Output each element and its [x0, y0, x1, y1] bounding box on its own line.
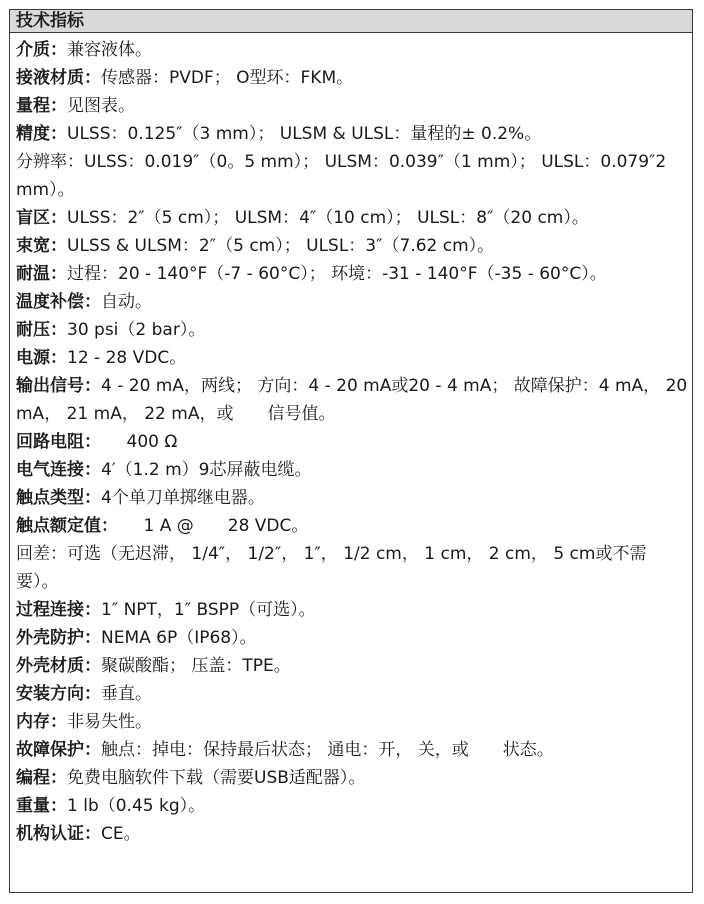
spec-row	[16, 708, 688, 736]
spec-value: 400 Ω	[92, 432, 178, 452]
spec-label: 内存：	[16, 712, 67, 732]
spec-row	[16, 736, 688, 764]
spec-label: 盲区：	[16, 208, 67, 228]
spec-label: 耐压：	[16, 320, 67, 340]
spec-row	[16, 820, 688, 848]
spec-label: 触点额定值：	[16, 516, 110, 536]
spec-value: 聚碳酸酯； 压盖：TPE。	[101, 656, 291, 676]
panel-title: 技术指标	[10, 10, 692, 33]
spec-row	[16, 288, 688, 316]
spec-row	[16, 428, 688, 456]
spec-value: NEMA 6P（IP68）。	[101, 628, 257, 648]
spec-value: ULSS & ULSM：2″（5 cm）； ULSL：3″（7.62 cm）。	[67, 236, 495, 256]
spec-label: 束宽：	[16, 236, 67, 256]
spec-value: 过程：20 - 140°F（-7 - 60°C）； 环境：-31 - 140°F（-35 - 60°C）。	[67, 264, 607, 284]
spec-value: 垂直。	[101, 684, 152, 704]
spec-row	[16, 624, 688, 652]
spec-value: 免费电脑软件下载（需要USB适配器）。	[67, 768, 366, 788]
spec-row	[16, 120, 688, 148]
spec-value: 兼容液体。	[67, 40, 152, 60]
spec-row	[16, 484, 688, 512]
spec-value: 4个单刀单掷继电器。	[101, 488, 265, 508]
spec-label: 温度补偿：	[16, 292, 101, 312]
spec-value: ULSS：2″（5 cm）； ULSM：4″（10 cm）； ULSL：8″（20 cm）。	[67, 208, 589, 228]
spec-row	[16, 148, 688, 204]
spec-panel	[9, 9, 693, 893]
spec-value: 12 - 28 VDC。	[67, 348, 187, 368]
spec-value: 1″ NPT，1″ BSPP（可选）。	[101, 600, 316, 620]
spec-row	[16, 512, 688, 540]
spec-label: 重量：	[16, 796, 67, 816]
spec-row	[16, 372, 688, 428]
spec-row	[16, 596, 688, 624]
spec-row	[16, 92, 688, 120]
spec-label: 输出信号：	[16, 376, 101, 396]
spec-value: CE。	[101, 824, 141, 844]
spec-label: 电源：	[16, 348, 67, 368]
spec-value: 4 - 20 mA，两线； 方向：4 - 20 mA或20 - 4 mA； 故障保护：4 mA， 20 mA， 21 mA， 22 mA，或 信号值。	[16, 376, 688, 424]
spec-value: 30 psi（2 bar）。	[67, 320, 206, 340]
spec-label: 回差：	[16, 544, 67, 564]
spec-label: 精度：	[16, 124, 67, 144]
spec-row	[16, 36, 688, 64]
spec-value: ULSS：0.019″（0。5 mm）； ULSM：0.039″（1 mm）； ULSL：0.079″2 mm）。	[16, 152, 667, 200]
spec-row	[16, 344, 688, 372]
spec-row	[16, 260, 688, 288]
spec-value: 传感器：PVDF； O型环：FKM。	[101, 68, 354, 88]
spec-value: 自动。	[101, 292, 152, 312]
spec-row	[16, 764, 688, 792]
spec-row	[16, 792, 688, 820]
spec-label: 机构认证：	[16, 824, 101, 844]
spec-label: 量程：	[16, 96, 67, 116]
spec-value: 可选（无迟滞， 1/4″， 1/2″， 1″， 1/2 cm， 1 cm， 2 cm， 5 cm或不需要）。	[16, 544, 647, 592]
spec-label: 过程连接：	[16, 600, 101, 620]
spec-value: 见图表。	[67, 96, 135, 116]
spec-value: 非易失性。	[67, 712, 152, 732]
spec-label: 回路电阻：	[16, 432, 93, 452]
spec-value: 1 lb（0.45 kg）。	[67, 796, 206, 816]
spec-label: 接液材质：	[16, 68, 101, 88]
spec-row	[16, 316, 688, 344]
spec-label: 外壳防护：	[16, 628, 101, 648]
spec-value: ULSS：0.125″（3 mm）； ULSM & ULSL：量程的± 0.2%。	[67, 124, 542, 144]
spec-value: 4′（1.2 m）9芯屏蔽电缆。	[101, 460, 312, 480]
spec-row	[16, 64, 688, 92]
spec-label: 外壳材质：	[16, 656, 101, 676]
spec-label: 编程：	[16, 768, 67, 788]
spec-row	[16, 652, 688, 680]
spec-label: 耐温：	[16, 264, 67, 284]
spec-label: 分辨率：	[16, 152, 84, 172]
spec-row	[16, 232, 688, 260]
spec-label: 故障保护：	[16, 740, 101, 760]
spec-row	[16, 204, 688, 232]
spec-value: 1 A @ 28 VDC。	[109, 516, 309, 536]
spec-label: 介质：	[16, 40, 67, 60]
spec-value: 触点：掉电：保持最后状态； 通电：开， 关，或 状态。	[101, 740, 554, 760]
spec-label: 电气连接：	[16, 460, 101, 480]
spec-row	[16, 680, 688, 708]
spec-list	[10, 33, 692, 848]
spec-label: 安装方向：	[16, 684, 101, 704]
spec-row	[16, 456, 688, 484]
spec-row	[16, 540, 688, 596]
spec-label: 触点类型：	[16, 488, 101, 508]
